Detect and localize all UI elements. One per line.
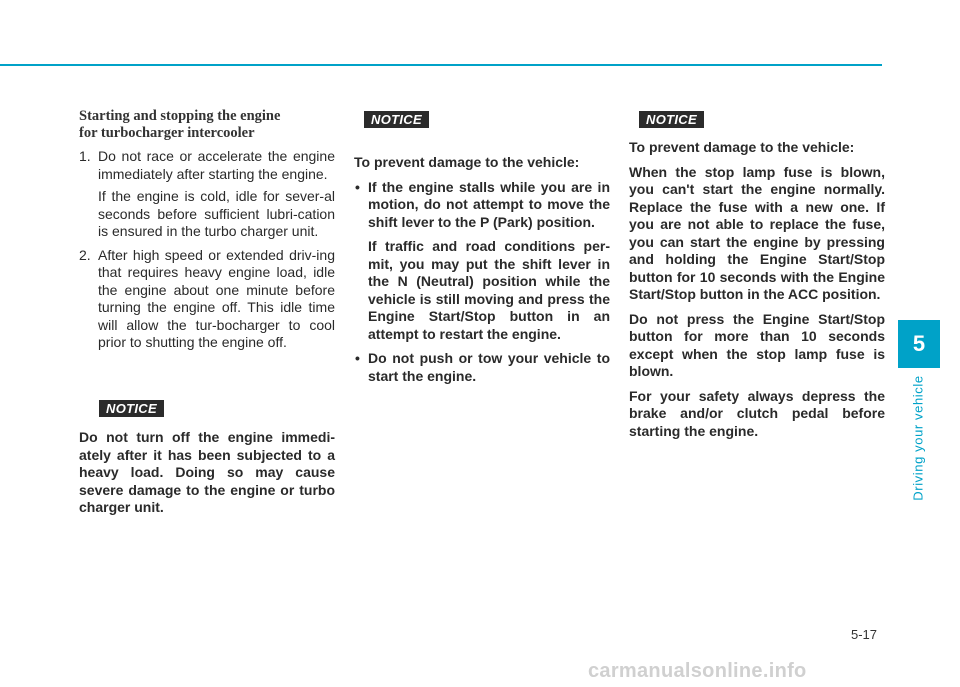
list-number: 1. [79, 148, 91, 164]
notice-badge: NOTICE [639, 111, 704, 128]
notice-text: Do not turn off the engine immedi-ately after it has been subjected to a heavy load. Doing so may cause severe damage to the engine or turbo charger unit. [79, 429, 335, 515]
notice-paragraph: When the stop lamp fuse is blown, you can't start the engine normally. Replace the fuse with a new one. If you are not able to replace the fuse, you can start the engine by pressing and holding the Engine Start/Stop button for 10 seconds with the Engine Start/Stop button in the ACC position. [629, 163, 885, 302]
chapter-label: Driving your vehicle [910, 375, 926, 501]
notice-bullets [354, 179, 610, 386]
bullet-dot: • [355, 350, 360, 366]
bullet-paragraph: Do not push or tow your vehicle to start the engine. [368, 350, 610, 384]
chapter-tab: 5 [898, 320, 940, 368]
notice-badge: NOTICE [99, 400, 164, 417]
list-item [79, 247, 335, 352]
column-middle [354, 111, 610, 392]
section-heading-line1: Starting and stopping the engine [79, 108, 281, 124]
bullet-paragraph: If traffic and road conditions per-mit, you may put the shift lever in the N (Neutral) position while the vehicle is still moving and press the Engine Start/Stop button in an attempt to restart the engine. [368, 238, 610, 342]
list-number: 2. [79, 246, 91, 263]
bullet-item [354, 350, 610, 385]
list-paragraph: If the engine is cold, idle for sever-al seconds before sufficient lubri-cation is ensured in the turbo charger unit. [98, 188, 335, 239]
notice-paragraph: To prevent damage to the vehicle: [629, 139, 855, 155]
list-paragraph: After high speed or extended driv-ing that requires heavy engine load, idle the engine about one minute before turning the engine off. This idle time will allow the tur-bocharger to cool prior to shutting the engine off. [98, 246, 335, 350]
watermark: carmanualsonline.info [588, 660, 807, 682]
list-paragraph: Do not race or accelerate the engine immediately after starting the engine. [98, 148, 335, 182]
bullet-dot: • [355, 178, 360, 195]
notice-turbo [79, 429, 335, 524]
notice-paragraph: For your safety always depress the brake and/or clutch pedal before starting the engine. [629, 387, 885, 439]
notice-paragraph: Do not press the Engine Start/Stop button for more than 10 seconds except when the stop lamp fuse is blown. [629, 310, 885, 379]
instruction-list [79, 148, 335, 352]
page-number: 5-17 [851, 627, 878, 642]
notice-stop-lamp [629, 139, 885, 440]
section-heading-line2: for turbocharger intercooler [79, 125, 255, 141]
bullet-item [354, 179, 610, 344]
column-right [629, 111, 885, 447]
header-rule [0, 64, 882, 66]
section-heading [79, 108, 335, 142]
bullet-paragraph: If the engine stalls while you are in motion, do not attempt to move the shift lever to the P (Park) position. [368, 178, 610, 230]
notice-badge: NOTICE [364, 111, 429, 128]
column-left [79, 108, 335, 358]
notice-intro: To prevent damage to the vehicle: [354, 154, 580, 170]
list-item [79, 148, 335, 241]
